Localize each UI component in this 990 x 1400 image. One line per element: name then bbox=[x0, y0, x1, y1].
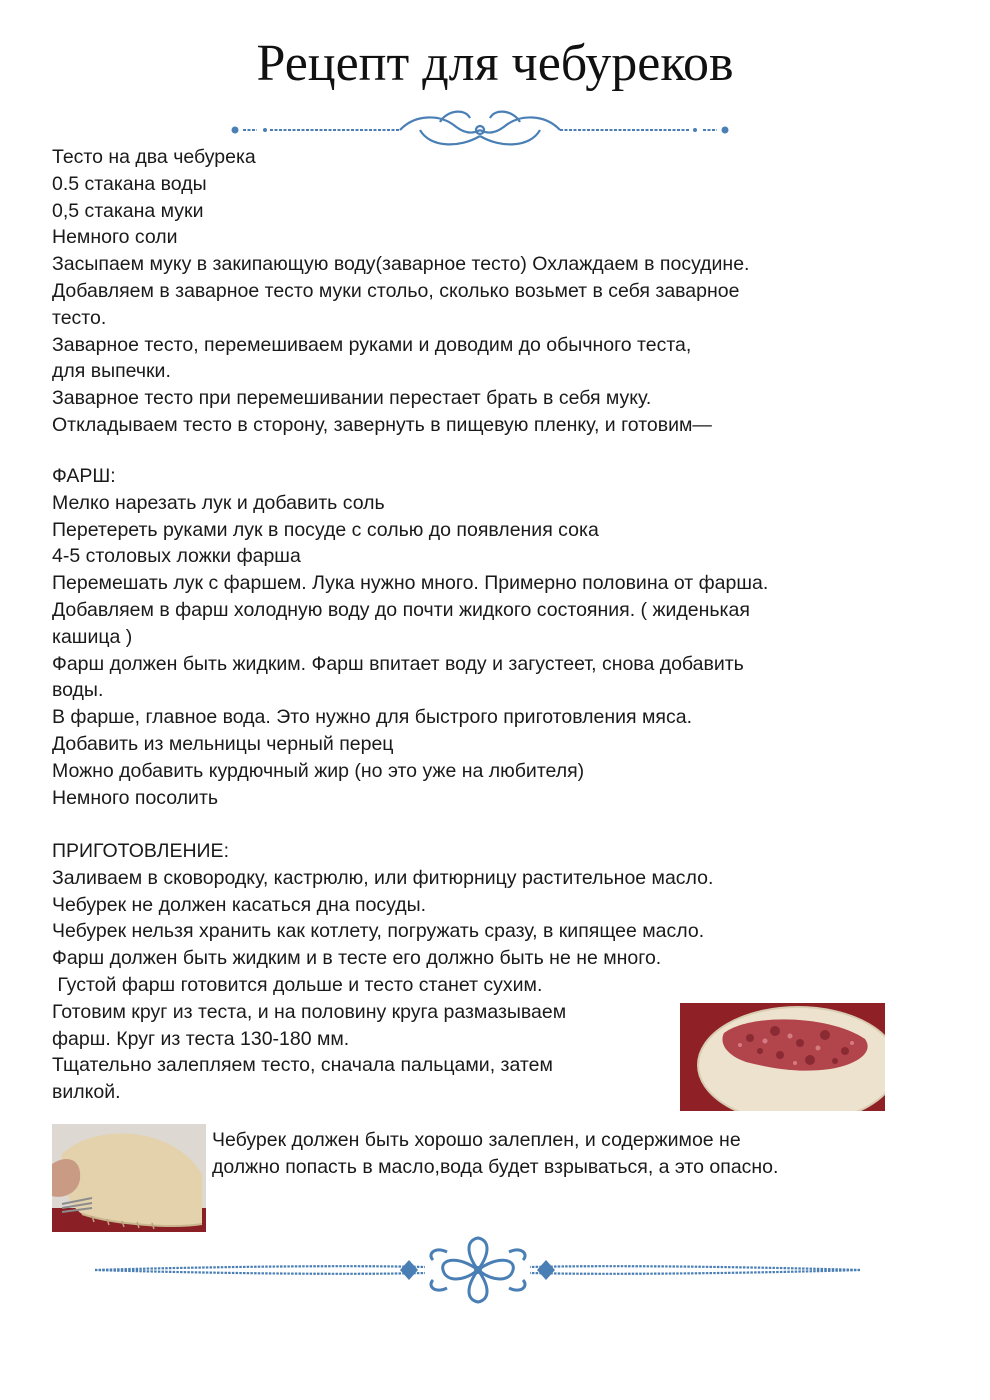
filling-section bbox=[52, 463, 768, 811]
dough-line: Засыпаем муку в закипающую воду(заварное тесто) Охлаждаем в посудине. bbox=[52, 253, 750, 276]
cooking-line: Фарш должен быть жидким и в тесте его должно быть не не много. bbox=[52, 947, 662, 970]
dough-line: Тесто на два чебурека bbox=[52, 146, 256, 168]
cooking-line: Чебурек нельзя хранить как котлету, погружать сразу, в кипящее масло. bbox=[52, 920, 705, 943]
filling-line: Немного посолить bbox=[52, 786, 219, 809]
dough-section bbox=[52, 144, 749, 439]
cooking-line: Тщательно залепляем тесто, сначала пальцами, затем bbox=[52, 1054, 553, 1077]
dough-line: тесто. bbox=[52, 306, 107, 329]
dough-line: Заварное тесто, перемешиваем руками и доводим до обычного теста, bbox=[52, 333, 692, 356]
filling-line: Мелко нарезать лук и добавить соль bbox=[52, 491, 385, 514]
filling-line: Добавляем в фарш холодную воду до почти жидкого состояния. ( жиденькая bbox=[52, 598, 750, 621]
caption-line: Чебурек должен быть хорошо залеплен, и содержимое не bbox=[212, 1129, 741, 1151]
cooking-line: Густой фарш готовится дольше и тесто станет сухим. bbox=[52, 973, 543, 996]
dough-line: Немного соли bbox=[52, 226, 178, 249]
page-title: Рецепт для чебуреков bbox=[256, 35, 734, 92]
filling-heading: ФАРШ: bbox=[52, 465, 116, 487]
dough-with-filling-photo bbox=[680, 1003, 885, 1111]
dough-line: 0.5 стакана воды bbox=[52, 172, 207, 195]
warning-caption bbox=[212, 1127, 778, 1181]
dough-line: Добавляем в заварное тесто муки стольо, сколько возьмет в себя заварное bbox=[52, 279, 740, 302]
filling-line: воды. bbox=[52, 679, 104, 702]
cooking-heading: ПРИГОТОВЛЕНИЕ: bbox=[52, 840, 229, 862]
cooking-line: Заливаем в сковородку, кастрюлю, или фитюрницу растительное масло. bbox=[52, 866, 714, 889]
cooking-line: вилкой. bbox=[52, 1081, 121, 1104]
cooking-line: фарш. Круг из теста 130-180 мм. bbox=[52, 1027, 350, 1050]
caption-line: должно попасть в масло,вода будет взрываться, а это опасно. bbox=[212, 1155, 779, 1178]
filling-line: Перемешать лук с фаршем. Лука нужно много. Примерно половина от фарша. bbox=[52, 572, 769, 595]
filling-line: 4-5 столовых ложки фарша bbox=[52, 545, 301, 568]
dough-line: 0,5 стакана муки bbox=[52, 199, 204, 222]
bottom-ornament-divider bbox=[95, 1236, 860, 1312]
filling-line: Фарш должен быть жидким. Фарш впитает воду и загустеет, снова добавить bbox=[52, 652, 744, 675]
filling-line: Добавить из мельницы черный перец bbox=[52, 732, 394, 755]
cooking-line: Чебурек не должен касаться дна посуды. bbox=[52, 893, 427, 916]
dough-line: Откладываем тесто в сторону, завернуть в пищевую пленку, и готовим— bbox=[52, 413, 712, 436]
filling-line: Перетереть руками лук в посуде с солью до появления сока bbox=[52, 518, 599, 541]
dough-line: Заварное тесто при перемешивании перестает брать в себя муку. bbox=[52, 387, 652, 410]
cooking-section bbox=[52, 838, 713, 1106]
cooking-line: Готовим круг из теста, и на половину круга размазываем bbox=[52, 1000, 567, 1023]
filling-line: Можно добавить курдючный жир (но это уже на любителя) bbox=[52, 759, 585, 782]
filling-line: кашица ) bbox=[52, 625, 133, 648]
filling-line: В фарше, главное вода. Это нужно для быстрого приготовления мяса. bbox=[52, 706, 692, 729]
dough-line: для выпечки. bbox=[52, 360, 171, 383]
sealing-chebureki-photo bbox=[52, 1124, 206, 1232]
